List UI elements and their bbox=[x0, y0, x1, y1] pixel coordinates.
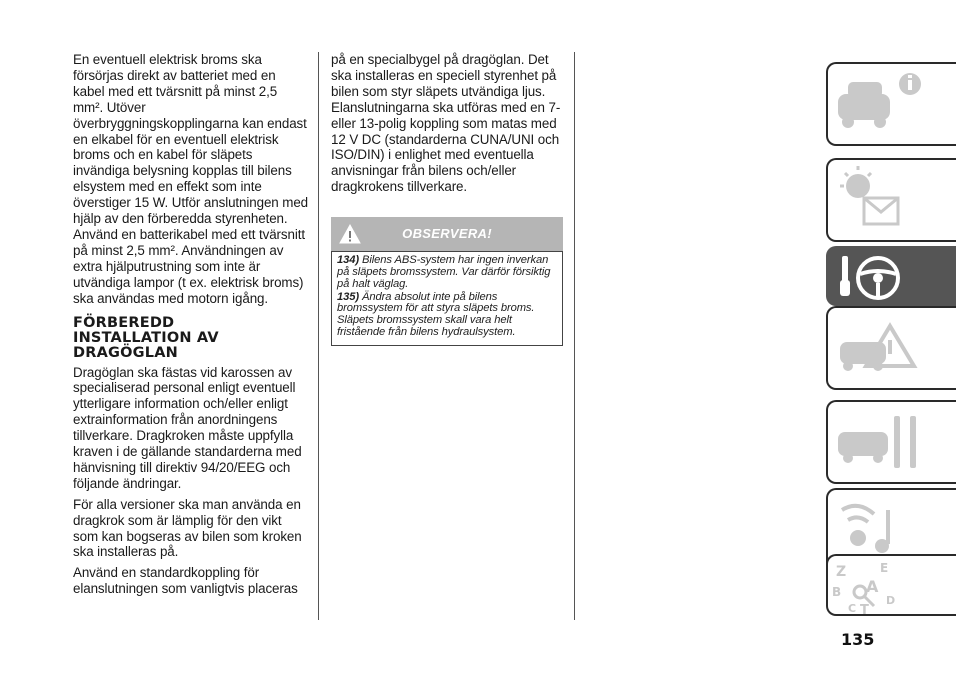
column-divider bbox=[318, 52, 319, 620]
tab-vehicle-info[interactable] bbox=[826, 62, 956, 146]
note-number: 134) bbox=[337, 254, 359, 267]
note-text: Bilens ABS-system har ingen inverkan på släpets bromssystem. Var därför försiktig på halt väglag. bbox=[337, 254, 551, 290]
heading-line: DRAGÖGLAN bbox=[73, 344, 178, 361]
body-paragraph: För alla versioner ska man använda en dragkrok som är lämplig för den vikt som kan bogseras av bilen som kroken ska installeras på. bbox=[73, 496, 302, 560]
heading-line: FÖRBEREDD bbox=[73, 314, 175, 331]
body-paragraph: på en specialbygel på dragöglan. Det ska installeras en speciell styrenhet på bilen som styr släpets utvändiga ljus. Elanslutningarna ska utföras med en 7- eller 13-polig koppling som matas med 12 V DC (standarderna CUNA/UNI och ISO/DIN) i enlighet med eventuella anvisningar från bilens och/eller dragkrokens tillverkare. bbox=[331, 52, 561, 195]
index-letter: Z bbox=[836, 564, 847, 580]
body-paragraph: En eventuell elektrisk broms ska försörjas direkt av batteriet med en kabel med ett tvärsnitt på minst 2,5 mm². Utöver överbryggningskopplingarna kan endast en elkabel för en eventuell elektrisk broms och en kabel för släpets invändiga belysning kopplas till bilens elsystem med en effekt som inte överstiger 15 W. Utför anslutningen med hjälp av den förberedda styrenheten. Använd en batterikabel med ett tvärsnitt på minst 2,5 mm². Användningen av extra hjälputrustning som inte är utvändiga lampor (t ex. elektrisk broms) ska användas med motorn igång. bbox=[73, 52, 309, 306]
text-column-right bbox=[331, 52, 563, 346]
car-info-icon bbox=[828, 64, 958, 148]
warning-lights-icon bbox=[828, 160, 958, 244]
note-text: Ändra absolut inte på bilens bromssystem för att styra släpets broms. Släpets bromssystem skall vara helt fristående från bilens hydraulsystem. bbox=[337, 290, 535, 338]
heading-line: INSTALLATION AV bbox=[73, 329, 219, 346]
note-number: 135) bbox=[337, 290, 359, 303]
index-letter: C bbox=[848, 602, 857, 615]
index-letter: T bbox=[860, 603, 869, 618]
index-letter: E bbox=[880, 561, 889, 575]
body-paragraph: Dragöglan ska fästas vid karossen av specialiserad personal enligt eventuell ytterligare information och/eller enligt extrainformation från anordningens tillverkare. Dragkroken måste uppfylla kraven i de gällande standarderna med hänvisning till direktiv 94/20/EEG och följande ändringar. bbox=[73, 364, 302, 491]
tab-maintenance[interactable] bbox=[826, 400, 956, 484]
tab-index[interactable] bbox=[826, 554, 956, 616]
text-column-left bbox=[73, 52, 309, 602]
index-letter: A bbox=[866, 577, 879, 596]
tab-emergency[interactable] bbox=[826, 306, 956, 390]
note-title: OBSERVERA! bbox=[402, 226, 492, 242]
tab-starting-driving[interactable] bbox=[826, 246, 956, 306]
note-box bbox=[331, 251, 563, 346]
index-letter: D bbox=[886, 594, 896, 607]
tab-lights-messages[interactable] bbox=[826, 158, 956, 242]
body-paragraph: Använd en standardkoppling för elanslutningen som vanligtvis placeras bbox=[73, 565, 298, 597]
page-number: 135 bbox=[841, 630, 875, 649]
warning-icon bbox=[339, 223, 361, 245]
section-heading bbox=[73, 316, 309, 361]
note-item bbox=[337, 292, 557, 339]
alphabet-index-icon bbox=[828, 556, 958, 618]
column-divider bbox=[574, 52, 575, 620]
wrench-car-icon bbox=[828, 402, 958, 486]
index-letter: B bbox=[832, 585, 842, 599]
note-header bbox=[331, 217, 563, 251]
emergency-car-icon bbox=[828, 308, 958, 392]
note-item bbox=[337, 255, 557, 290]
steering-wheel-key-icon bbox=[828, 248, 958, 308]
